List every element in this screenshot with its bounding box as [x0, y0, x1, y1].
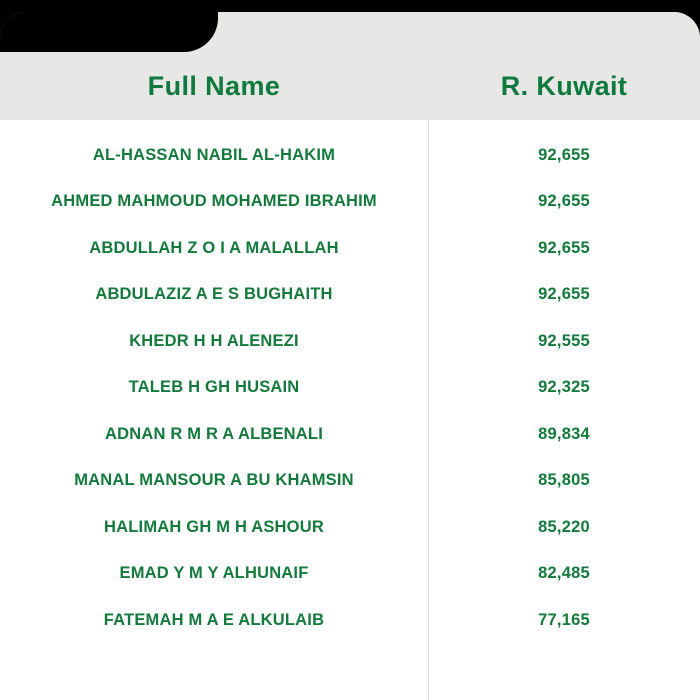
column-header-full-name	[0, 71, 428, 102]
column-divider	[428, 120, 429, 700]
cell-full-name: ABDULAZIZ A E S BUGHAITH	[95, 285, 333, 304]
cell-r-kuwait: 92,655	[538, 145, 590, 164]
cell-full-name: MANAL MANSOUR A BU KHAMSIN	[74, 471, 354, 490]
table-row	[0, 458, 700, 505]
cell-full-name: HALIMAH GH M H ASHOUR	[104, 517, 324, 536]
table-row	[0, 225, 700, 272]
cell-r-kuwait: 85,220	[538, 517, 590, 536]
cell-r-kuwait: 92,655	[538, 192, 590, 211]
cell-r-kuwait: 92,655	[538, 285, 590, 304]
table-row	[0, 179, 700, 226]
cell-r-kuwait: 92,325	[538, 378, 590, 397]
cell-r-kuwait: 85,805	[538, 471, 590, 490]
cell-r-kuwait: 92,655	[538, 238, 590, 257]
cell-r-kuwait: 82,485	[538, 564, 590, 583]
column-header-r-kuwait	[428, 71, 700, 102]
header-row	[0, 52, 700, 120]
table-rows	[0, 120, 700, 644]
cell-full-name: EMAD Y M Y ALHUNAIF	[119, 564, 309, 583]
column-header-full-name-label: Full Name	[147, 70, 281, 101]
table-row	[0, 504, 700, 551]
cell-full-name: FATEMAH M A E ALKULAIB	[103, 610, 325, 629]
table-row	[0, 272, 700, 319]
cell-full-name: ABDULLAH Z O I A MALALLAH	[89, 238, 339, 257]
column-header-r-kuwait-label: R. Kuwait	[500, 70, 628, 101]
cell-r-kuwait: 77,165	[538, 610, 590, 629]
header-tab-notch	[0, 12, 218, 52]
cell-full-name: AHMED MAHMOUD MOHAMED IBRAHIM	[51, 192, 377, 211]
table-row	[0, 551, 700, 598]
table-header	[0, 12, 700, 120]
cell-full-name: TALEB H GH HUSAIN	[128, 378, 300, 397]
table-row	[0, 411, 700, 458]
cell-full-name: ADNAN R M R A ALBENALI	[105, 424, 323, 443]
cell-r-kuwait: 89,834	[538, 424, 590, 443]
table-row	[0, 365, 700, 412]
table-row	[0, 318, 700, 365]
cell-full-name: KHEDR H H ALENEZI	[129, 331, 299, 350]
table-row	[0, 132, 700, 179]
table-row	[0, 597, 700, 644]
table-body	[0, 120, 700, 700]
cell-full-name: AL-HASSAN NABIL AL-HAKIM	[92, 145, 336, 164]
cell-r-kuwait: 92,555	[538, 331, 590, 350]
header-corner-cap	[0, 12, 26, 38]
table-card	[0, 12, 700, 700]
